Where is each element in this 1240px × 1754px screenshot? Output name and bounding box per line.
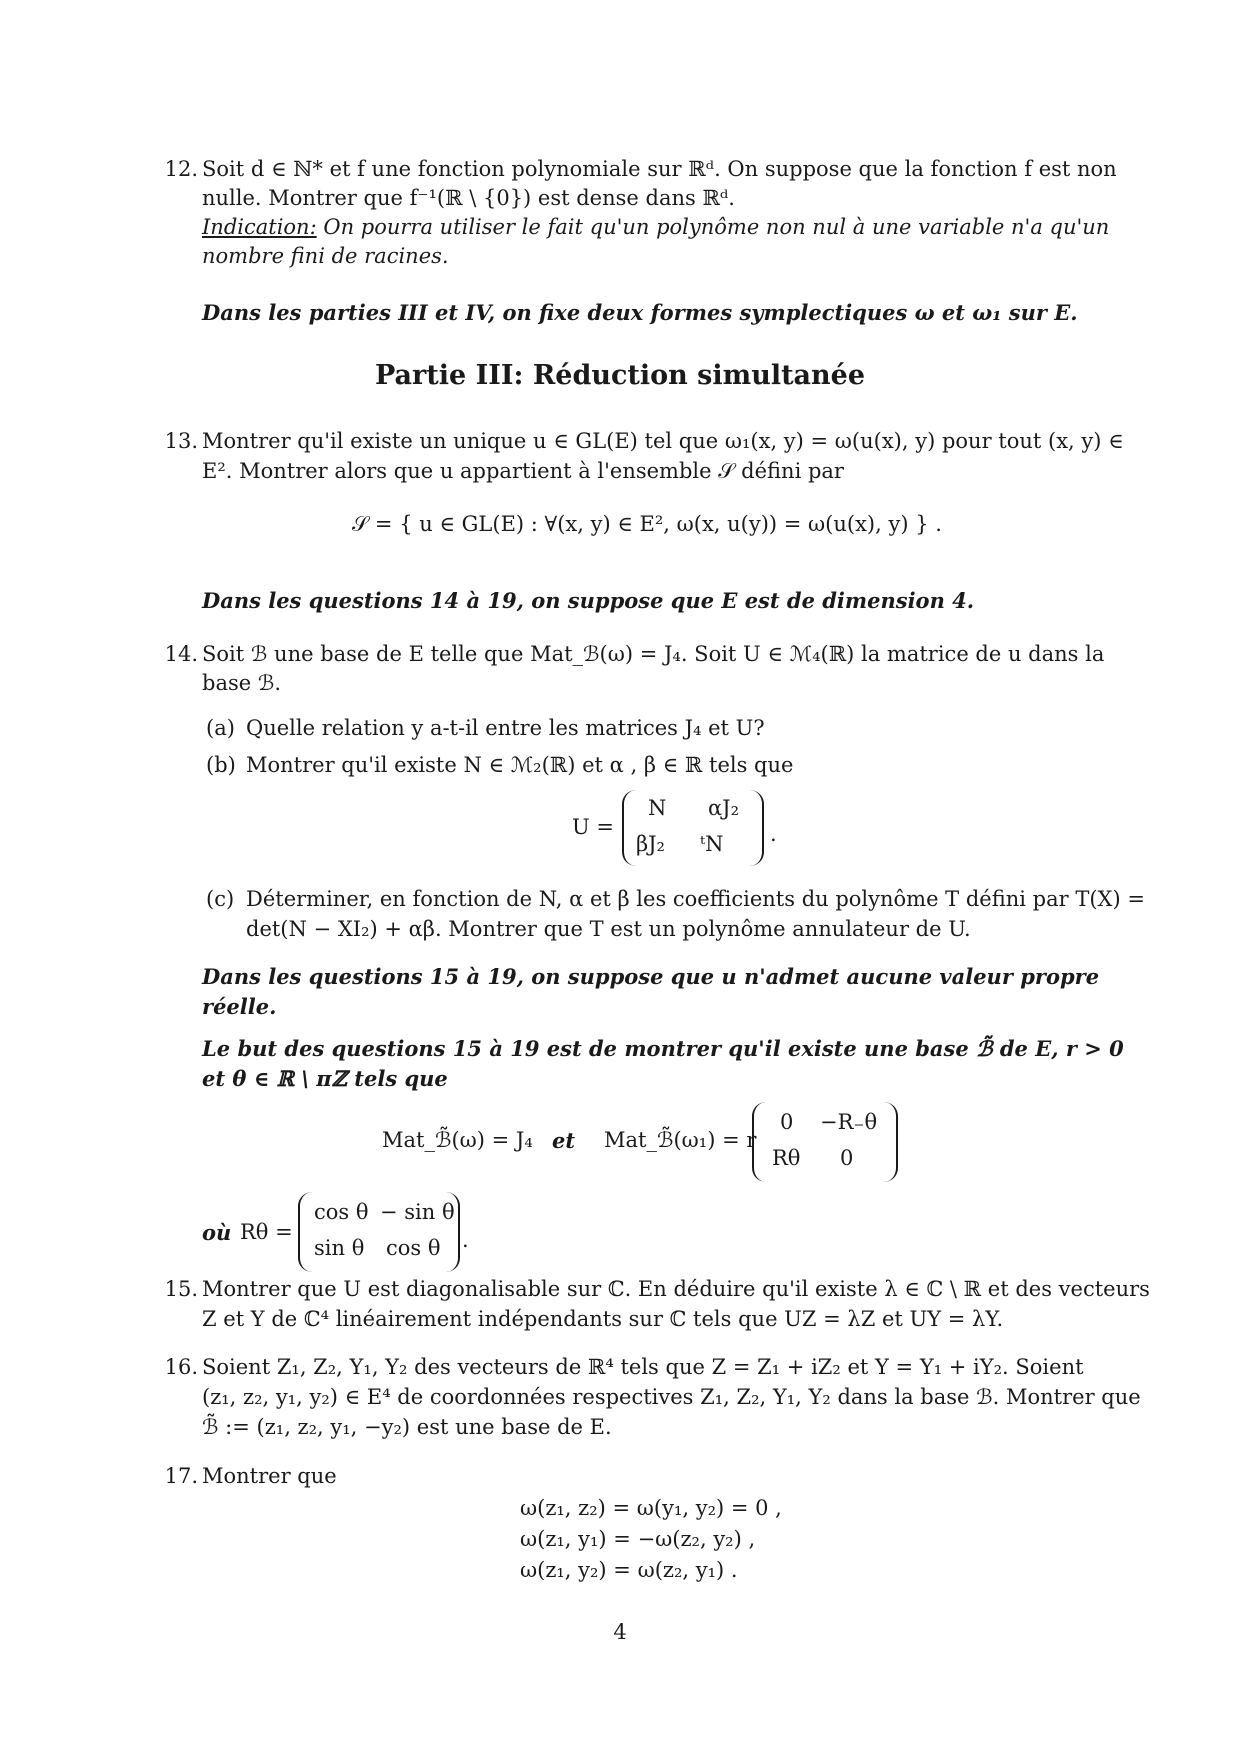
q13-number: 13. <box>164 429 198 453</box>
q15-line1: Montrer que U est diagonalisable sur ℂ. En déduire qu'il existe λ ∈ ℂ \ ℝ et des vecteurs <box>202 1277 1150 1301</box>
note-no-eigen-line2: réelle. <box>202 994 277 1019</box>
goal-m22: 0 <box>840 1146 854 1170</box>
q14-line2: base ℬ. <box>202 671 282 695</box>
q14a-label: (a) <box>206 716 235 740</box>
q15-line2: Z et Y de ℂ⁴ linéairement indépendants sur ℂ tels que UZ = λZ et UY = λY. <box>202 1307 1004 1331</box>
rtheta-r11: cos θ <box>314 1200 369 1224</box>
q14c-line1: Déterminer, en fonction de N, α et β les coefficients du polynôme T défini par T(X) = <box>246 887 1145 911</box>
q16-number: 16. <box>164 1355 198 1379</box>
q14b-m22: ᵗN <box>700 832 724 856</box>
q14b-m11: N <box>648 796 667 820</box>
q12-line1: Soit d ∈ ℕ* et f une fonction polynomiale sur ℝᵈ. On suppose que la fonction f est non <box>202 157 1117 181</box>
page-number: 4 <box>613 1620 627 1644</box>
q17-eq2: ω(z₁, y₁) = −ω(z₂, y₂) , <box>520 1527 756 1551</box>
q16-line1: Soient Z₁, Z₂, Y₁, Y₂ des vecteurs de ℝ⁴ tels que Z = Z₁ + iZ₂ et Y = Y₁ + iY₂. Soient <box>202 1355 1084 1379</box>
goal-rtheta-lhs: Rθ = <box>240 1220 293 1244</box>
q17-eq3: ω(z₁, y₂) = ω(z₂, y₁) . <box>520 1558 738 1582</box>
note-no-eigen-line1: Dans les questions 15 à 19, on suppose que u n'admet aucune valeur propre <box>202 964 1100 989</box>
goal-m11: 0 <box>780 1110 794 1134</box>
section-title: Partie III: Réduction simultanée <box>374 360 866 391</box>
q13-line2: E². Montrer alors que u appartient à l'ensemble 𝒮 défini par <box>202 459 844 483</box>
q14c-line2: det(N − XI₂) + αβ. Montrer que T est un polynôme annulateur de U. <box>246 917 971 941</box>
goal-ou: où <box>202 1220 232 1245</box>
q14b-label: (b) <box>206 753 236 777</box>
q12-hint-label: Indication: <box>202 215 317 239</box>
q12-hint-line2: nombre fini de racines. <box>202 244 449 268</box>
q14-number: 14. <box>164 642 198 666</box>
q12-number: 12. <box>164 157 198 181</box>
q16-line3: ℬ̃ := (z₁, z₂, y₁, −y₂) est une base de E. <box>202 1415 612 1439</box>
goal-line2: et θ ∈ ℝ \ πℤ tels que <box>202 1066 448 1091</box>
rtheta-right-paren <box>444 1192 460 1272</box>
goal-matrix-left-paren <box>752 1102 768 1182</box>
q14b-m21: βJ₂ <box>636 832 665 856</box>
goal-lhs1: Mat_ℬ̃(ω) = J₄ <box>382 1128 533 1152</box>
goal-lhs2: Mat_ℬ̃(ω₁) = r <box>604 1128 757 1152</box>
rtheta-left-paren <box>298 1192 314 1272</box>
q13-line1: Montrer qu'il existe un unique u ∈ GL(E) tel que ω₁(x, y) = ω(u(x), y) pour tout (x, y) ∈ <box>202 429 1124 453</box>
goal-et: et <box>552 1128 576 1153</box>
goal-m12: −R₋θ <box>820 1110 878 1134</box>
q14b-end: . <box>770 822 777 846</box>
rtheta-r12: − sin θ <box>380 1200 455 1224</box>
q17-eq1: ω(z₁, z₂) = ω(y₁, y₂) = 0 , <box>520 1496 782 1520</box>
q12-hint <box>202 212 1109 243</box>
goal-m21: Rθ <box>772 1146 801 1170</box>
rtheta-end: . <box>462 1228 469 1252</box>
q12-hint-text: On pourra utiliser le fait qu'un polynôme non nul à une variable n'a qu'un <box>316 215 1110 239</box>
q14b-right-paren <box>748 790 764 866</box>
note-parts: Dans les parties III et IV, on fixe deux formes symplectiques ω et ω₁ sur E. <box>202 300 1078 325</box>
q14b-text: Montrer qu'il existe N ∈ ℳ₂(ℝ) et α , β ∈ ℝ tels que <box>246 753 794 777</box>
rtheta-r21: sin θ <box>314 1236 365 1260</box>
goal-matrix-right-paren <box>882 1102 898 1182</box>
q14b-m12: αJ₂ <box>708 796 740 820</box>
rtheta-r22: cos θ <box>386 1236 441 1260</box>
q14-line1: Soit ℬ une base de E telle que Mat_ℬ(ω) = J₄. Soit U ∈ ℳ₄(ℝ) la matrice de u dans la <box>202 642 1105 666</box>
q14a-text: Quelle relation y a-t-il entre les matrices J₄ et U? <box>246 716 765 740</box>
q17-line1: Montrer que <box>202 1464 337 1488</box>
q15-number: 15. <box>164 1277 198 1301</box>
goal-line1: Le but des questions 15 à 19 est de montrer qu'il existe une base ℬ̃ de E, r > 0 <box>202 1036 1124 1061</box>
note-dimension: Dans les questions 14 à 19, on suppose que E est de dimension 4. <box>202 588 975 613</box>
q14b-matrix-lhs: U = <box>572 815 614 839</box>
q16-line2: (z₁, z₂, y₁, y₂) ∈ E⁴ de coordonnées respectives Z₁, Z₂, Y₁, Y₂ dans la base ℬ. Montrer que <box>202 1385 1141 1409</box>
q17-number: 17. <box>164 1464 198 1488</box>
q13-formula: 𝒮 = { u ∈ GL(E) : ∀(x, y) ∈ E², ω(x, u(y)) = ω(u(x), y) } . <box>352 512 942 536</box>
q14c-label: (c) <box>206 887 235 911</box>
q12-line2: nulle. Montrer que f⁻¹(ℝ \ {0}) est dense dans ℝᵈ. <box>202 186 735 210</box>
